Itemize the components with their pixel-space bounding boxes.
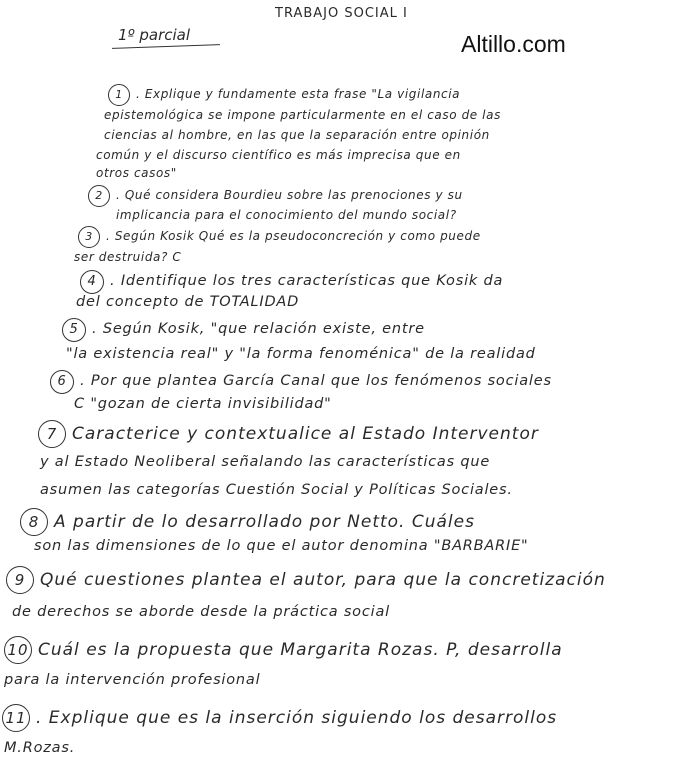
question-7-line-1: 7 Caracterice y contextualice al Estado Interventor (38, 420, 539, 448)
question-11-line-1: 11 . Explique que es la inserción siguiendo los desarrollos (2, 704, 557, 732)
question-10-line-2: para la intervención profesional (4, 672, 261, 688)
question-1-line-4: común y el discurso científico es más imprecisa que en (96, 148, 461, 162)
question-1-number: 1 (108, 84, 130, 106)
question-11-line-2: M.Rozas. (4, 740, 76, 756)
question-6-number: 6 (50, 370, 74, 394)
question-9-line-1: 9 Qué cuestiones plantea el autor, para que la concretización (6, 566, 606, 594)
exam-underline (112, 44, 220, 49)
question-1-line-5: otros casos" (96, 166, 177, 180)
question-2-line-1: 2 . Qué considera Bourdieu sobre las prenociones y su (88, 185, 463, 207)
question-8-line-1: 8 A partir de lo desarrollado por Netto. Cuáles (20, 508, 475, 536)
question-1-line-1: 1 . Explique y fundamente esta frase "La vigilancia (108, 84, 460, 106)
question-3-line-2: ser destruida? C (74, 250, 182, 264)
question-7-line-3: asumen las categorías Cuestión Social y Políticas Sociales. (40, 482, 513, 498)
question-4-number: 4 (80, 270, 104, 294)
question-9-line-2: de derechos se aborde desde la práctica social (12, 604, 390, 620)
question-7-line-2: y al Estado Neoliberal señalando las características que (40, 454, 491, 470)
question-5-line-1: 5 . Según Kosik, "que relación existe, entre (62, 318, 425, 342)
question-2-line-2: implicancia para el conocimiento del mundo social? (116, 208, 457, 222)
question-5-line-2: "la existencia real" y "la forma fenoménica" de la realidad (66, 346, 536, 362)
question-6-line-1: 6 . Por que plantea García Canal que los fenómenos sociales (50, 370, 552, 394)
course-title: TRABAJO SOCIAL I (275, 6, 408, 21)
question-5-number: 5 (62, 318, 86, 342)
question-1-line-2: epistemológica se impone particularmente en el caso de las (104, 108, 501, 122)
question-7-number: 7 (38, 420, 66, 448)
question-8-number: 8 (20, 508, 48, 536)
question-1-line-3: ciencias al hombre, en las que la separación entre opinión (104, 128, 490, 142)
question-2-number: 2 (88, 185, 110, 207)
question-10-line-1: 10 Cuál es la propuesta que Margarita Rozas. P, desarrolla (4, 636, 563, 664)
question-10-number: 10 (4, 636, 32, 664)
question-4-line-2: del concepto de TOTALIDAD (76, 294, 300, 310)
question-3-number: 3 (78, 226, 100, 248)
exam-label: 1º parcial (118, 26, 191, 44)
question-11-number: 11 (2, 704, 30, 732)
question-8-line-2: son las dimensiones de lo que el autor denomina "BARBARIE" (34, 538, 529, 554)
question-3-line-1: 3 . Según Kosik Qué es la pseudoconcreción y como puede (78, 226, 481, 248)
watermark-logo: Altillo.com (461, 31, 566, 57)
question-6-line-2: C "gozan de cierta invisibilidad" (74, 396, 332, 412)
question-9-number: 9 (6, 566, 34, 594)
question-4-line-1: 4 . Identifique los tres características que Kosik da (80, 270, 503, 294)
